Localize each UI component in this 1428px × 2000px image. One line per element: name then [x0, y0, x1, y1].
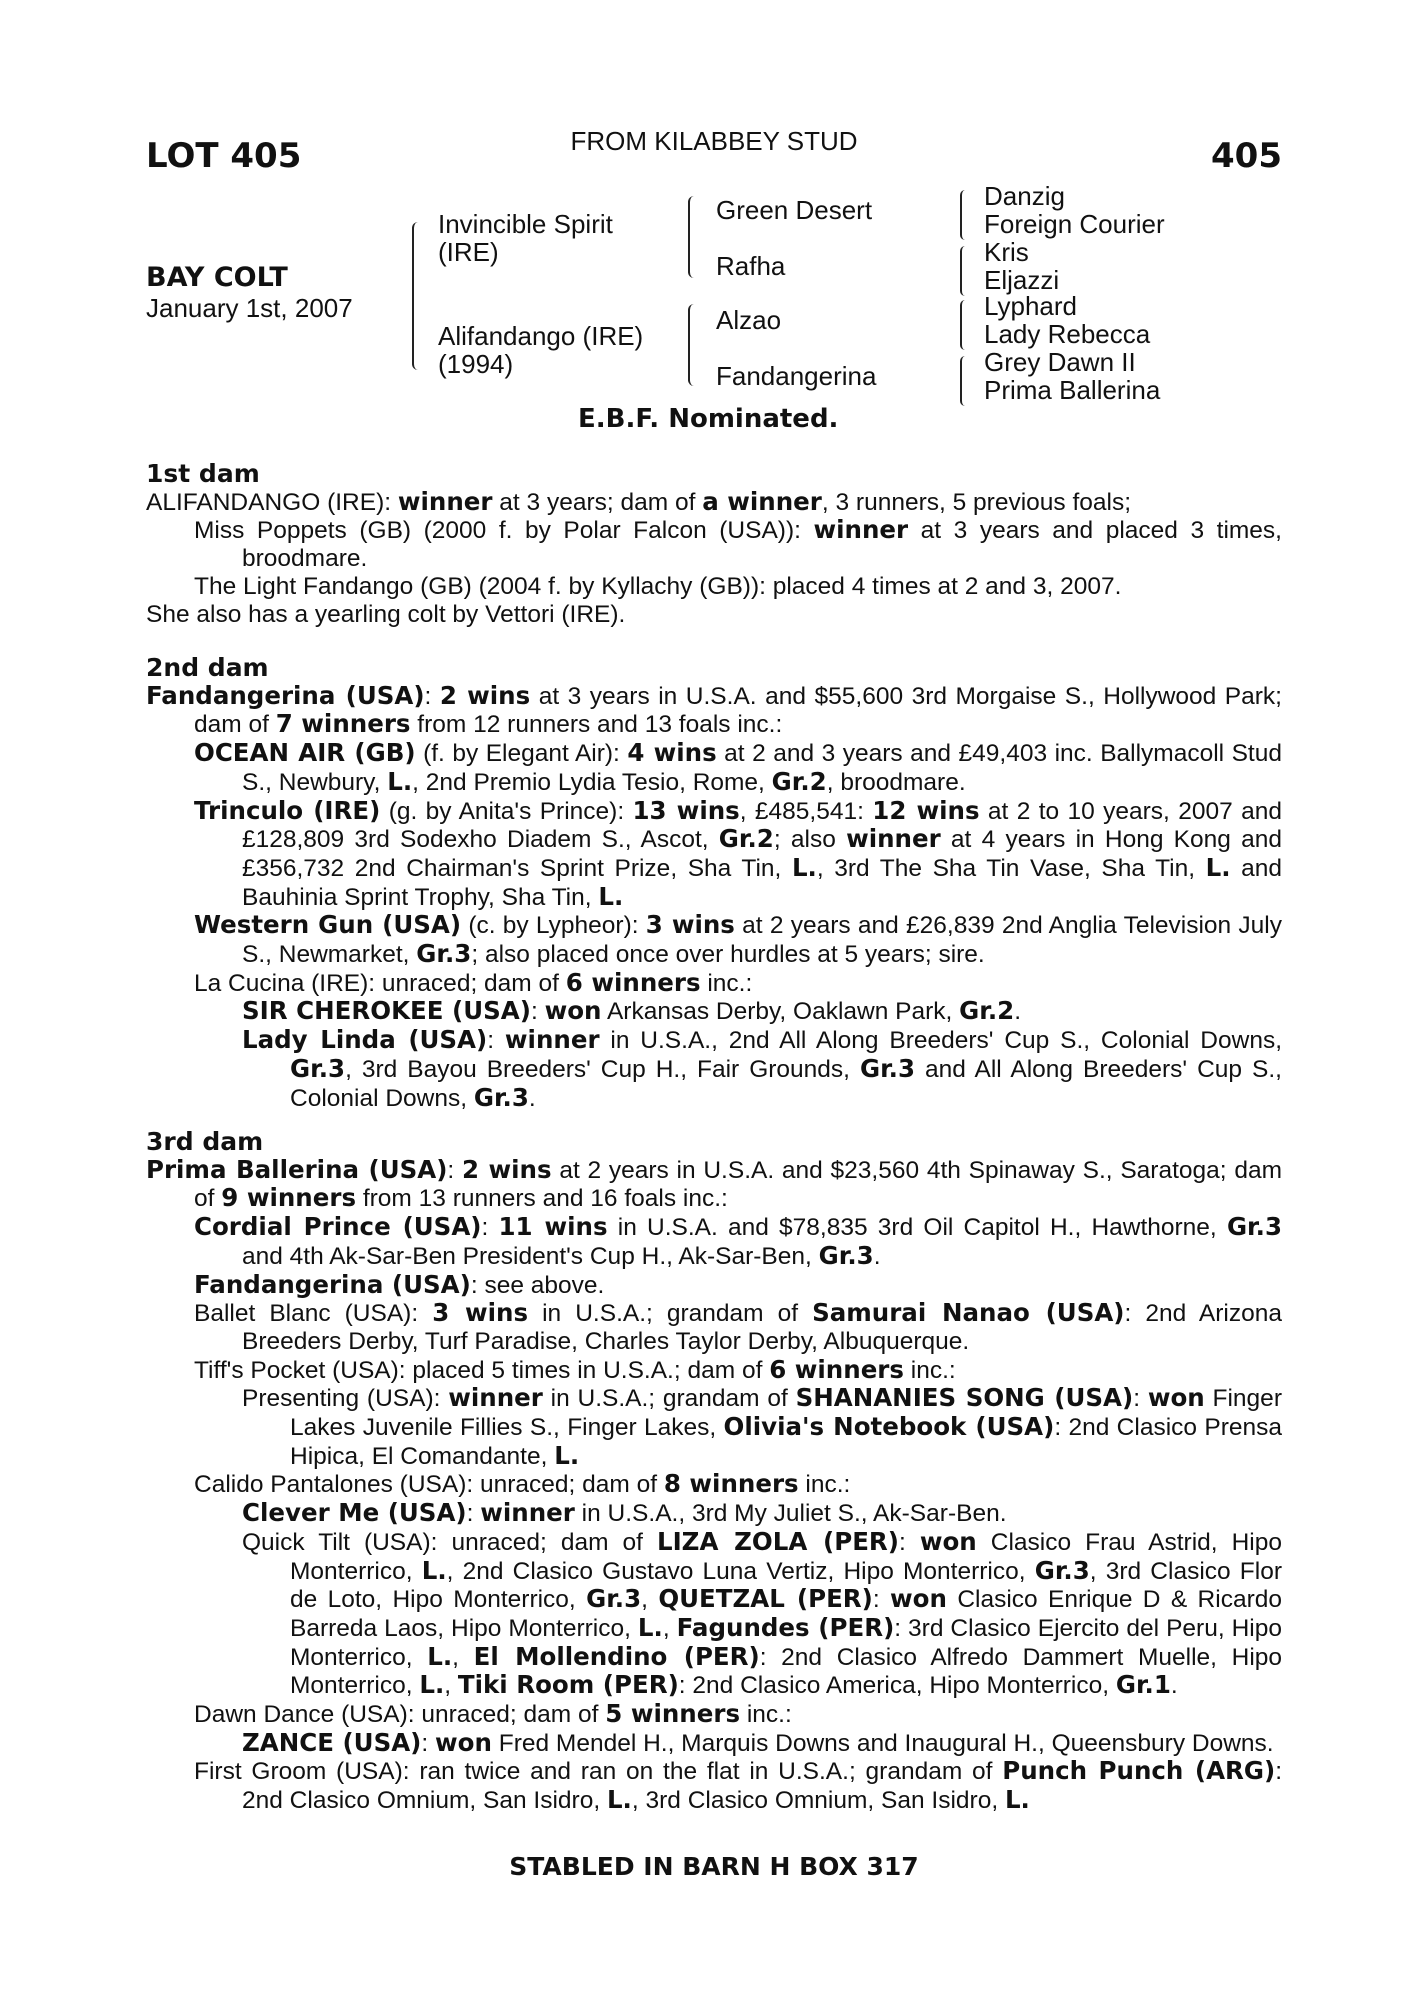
third-dam-section — [146, 1128, 1282, 1815]
dam-entry: Fandangerina (USA): 2 wins at 3 years in U.S.A. and $55,600 3rd Morgaise S., Hollywood Park; dam of 7 winners from 12 runners and 13 foals inc.: — [146, 680, 1282, 739]
produce-entry: OCEAN AIR (GB) (f. by Elegant Air): 4 wins at 2 and 3 years and £49,403 inc. Ballymacoll Stud S., Newbury, L., 2nd Premio Lydia Tesio, Rome, Gr.2, broodmare. — [194, 738, 1282, 796]
sire-name: Invincible Spirit — [438, 209, 613, 239]
produce-entry: Western Gun (USA) (c. by Lypheor): 3 wins at 2 years and £26,839 2nd Anglia Television July S., Newmarket, Gr.3; also placed once over hurdles at 5 years; sire. — [194, 910, 1282, 969]
produce-entry: SIR CHEROKEE (USA): won Arkansas Derby, Oaklawn Park, Gr.2. — [242, 996, 1022, 1026]
dam-name: Alifandango (IRE) — [438, 321, 644, 351]
section-heading: 3rd dam — [146, 1127, 264, 1156]
section-heading: 1st dam — [146, 459, 260, 488]
sire-sire: Green Desert — [716, 195, 873, 225]
ddd: Prima Ballerina — [984, 375, 1161, 405]
produce-entry: Ballet Blanc (USA): 3 wins in U.S.A.; grandam of Samurai Nanao (USA): 2nd Arizona Breeders Derby, Turf Paradise, Charles Taylor Derby, Albuquerque. — [194, 1298, 1282, 1355]
dam-dam: Fandangerina — [716, 361, 877, 391]
first-dam-section — [146, 460, 1282, 628]
sdd: Eljazzi — [984, 265, 1060, 295]
produce-entry: ZANCE (USA): won Fred Mendel H., Marquis Downs and Inaugural H., Queensbury Downs. — [242, 1727, 1274, 1757]
dss: Lyphard — [984, 291, 1077, 321]
sds: Kris — [984, 237, 1029, 267]
pedigree-brace — [960, 190, 970, 240]
dam-year: (1994) — [438, 349, 514, 379]
produce-entry: Tiff's Pocket (USA): placed 5 times in U.S.A.; dam of 6 winners inc.: — [194, 1354, 956, 1384]
ebf-note: E.B.F. Nominated. — [578, 404, 839, 434]
produce-entry: Quick Tilt (USA): unraced; dam of LIZA ZOLA (PER): won Clasico Frau Astrid, Hipo Monterrico, L., 2nd Clasico Gustavo Luna Vertiz, Hipo Monterrico, Gr.3, 3rd Clasico Flor de Loto, Hipo Monterrico, Gr.3, QUETZAL (PER): won Clasico Enrique D & Ricardo Barreda Laos, Hipo Monterrico, L., Fagundes (PER): 3rd Clasico Ejercito del Peru, Hipo Monterrico, L., El Mollendino (PER): 2nd Clasico Alfredo Dammert Muelle, Hipo Monterrico, L., Tiki Room (PER): 2nd Clasico America, Hipo Monterrico, Gr.1. — [242, 1526, 1283, 1700]
section-heading: 2nd dam — [146, 653, 269, 682]
pedigree-brace — [960, 356, 970, 406]
dsd: Lady Rebecca — [984, 319, 1151, 349]
foaling-date: January 1st, 2007 — [146, 293, 353, 323]
produce-entry: Calido Pantalones (USA): unraced; dam of 8 winners inc.: — [194, 1469, 851, 1499]
produce-entry: Clever Me (USA): winner in U.S.A., 3rd My Juliet S., Ak-Sar-Ben. — [242, 1498, 1007, 1528]
produce-entry: Miss Poppets (GB) (2000 f. by Polar Falcon (USA)): winner at 3 years and placed 3 times, broodmare. — [194, 515, 1282, 573]
sire-country: (IRE) — [438, 237, 499, 267]
produce-entry: Cordial Prince (USA): 11 wins in U.S.A. and $78,835 3rd Oil Capitol H., Hawthorne, Gr.3 and 4th Ak-Sar-Ben President's Cup H., Ak-Sar-Ben, Gr.3. — [194, 1212, 1282, 1270]
stabling-note: STABLED IN BARN H BOX 317 — [509, 1852, 919, 1881]
vendor-line: FROM KILABBEY STUD — [570, 126, 858, 156]
produce-note: She also has a yearling colt by Vettori (IRE). — [146, 600, 626, 628]
dds: Grey Dawn II — [984, 347, 1136, 377]
pedigree-brace — [412, 222, 424, 370]
pedigree-brace — [960, 246, 970, 296]
pedigree-brace — [688, 304, 700, 386]
produce-entry: Fandangerina (USA): see above. — [194, 1269, 605, 1299]
pedigree-brace — [960, 300, 970, 350]
produce-entry: First Groom (USA): ran twice and ran on the flat in U.S.A.; grandam of Punch Punch (ARG): 2nd Clasico Omnium, San Isidro, L., 3rd Clasico Omnium, San Isidro, L. — [194, 1756, 1283, 1815]
dam-sire: Alzao — [716, 305, 782, 335]
produce-entry: Dawn Dance (USA): unraced; dam of 5 winners inc.: — [194, 1699, 792, 1729]
pedigree-brace — [688, 196, 700, 278]
produce-entry: Lady Linda (USA): winner in U.S.A., 2nd All Along Breeders' Cup S., Colonial Downs, Gr.3, 3rd Bayou Breeders' Cup H., Fair Grounds, Gr.3 and All Along Breeders' Cup S., Colonial Downs, Gr.3. — [242, 1025, 1283, 1112]
lot-title: LOT 405 — [146, 136, 302, 176]
ssd: Foreign Courier — [984, 209, 1165, 239]
produce-entry: Presenting (USA): winner in U.S.A.; grandam of SHANANIES SONG (USA): won Finger Lakes Juvenile Fillies S., Finger Lakes, Olivia's Notebook (USA): 2nd Clasico Prensa Hipica, El Comandante, L. — [242, 1383, 1282, 1470]
dam-entry: Prima Ballerina (USA): 2 wins at 2 years in U.S.A. and $23,560 4th Spinaway S., Saratoga; dam of 9 winners from 13 runners and 16 foals inc.: — [146, 1154, 1282, 1213]
second-dam-section — [146, 654, 1282, 1112]
sss: Danzig — [984, 181, 1065, 211]
dam-entry: ALIFANDANGO (IRE): winner at 3 years; dam of a winner, 3 runners, 5 previous foals; — [146, 486, 1132, 516]
sire-dam: Rafha — [716, 251, 786, 281]
produce-entry: Trinculo (IRE) (g. by Anita's Prince): 13 wins, £485,541: 12 wins at 2 to 10 years, 2007 and £128,809 3rd Sodexho Diadem S., Ascot, Gr.2; also winner at 4 years in Hong Kong and £356,732 2nd Chairman's Sprint Prize, Sha Tin, L., 3rd The Sha Tin Vase, Sha Tin, L. and Bauhinia Sprint Trophy, Sha Tin, L. — [194, 795, 1283, 911]
horse-description: BAY COLT — [146, 262, 288, 293]
produce-entry: The Light Fandango (GB) (2004 f. by Kyllachy (GB)): placed 4 times at 2 and 3, 2007. — [194, 572, 1122, 600]
produce-entry: La Cucina (IRE): unraced; dam of 6 winners inc.: — [194, 967, 753, 997]
lot-number: 405 — [1211, 136, 1282, 176]
